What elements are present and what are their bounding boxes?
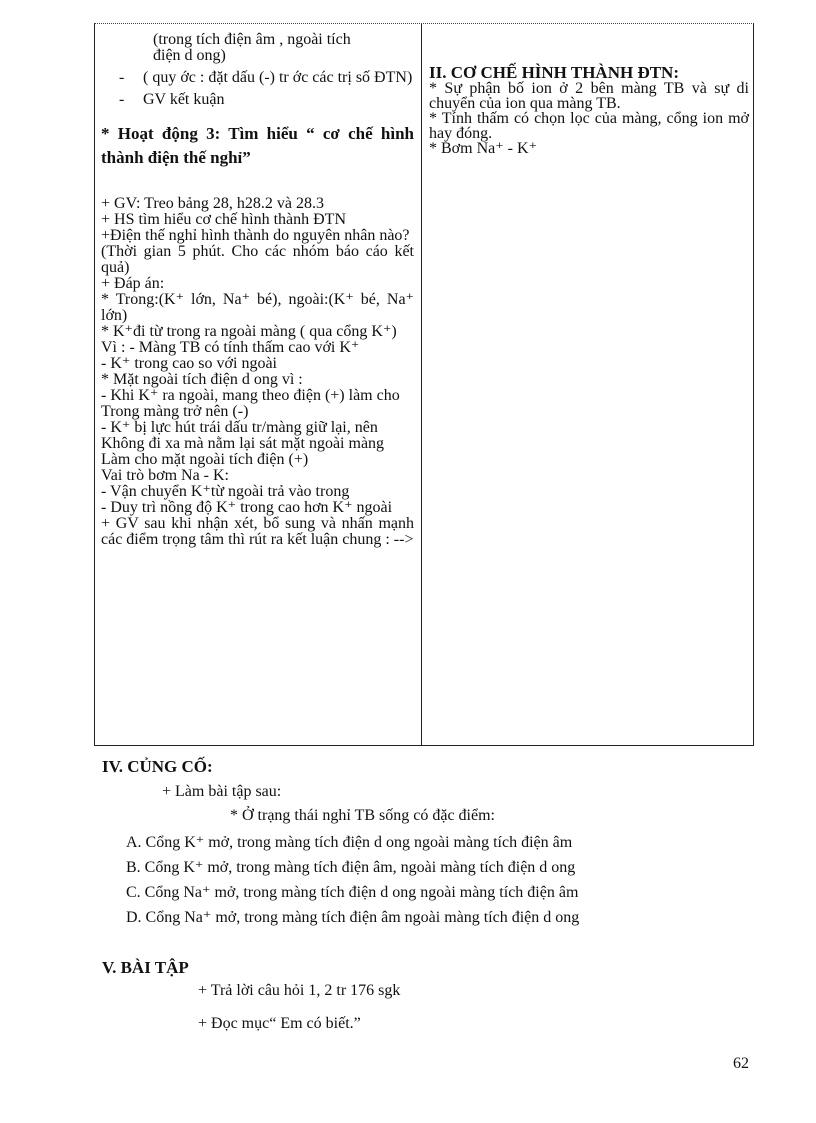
option-d: D. Cổng Na⁺ mở, trong màng tích điện âm ngoài màng tích điện d ong bbox=[126, 909, 580, 926]
body-line: * K⁺đi từ trong ra ngoài màng ( qua cổng K⁺) bbox=[101, 323, 397, 340]
activity-column bbox=[101, 32, 414, 548]
body-line: (Thời gian 5 phút. Cho các nhóm báo cáo kết quả) bbox=[101, 243, 414, 276]
dash-item: - ( quy ớc : đặt dấu (-) tr ớc các trị số ĐTN) bbox=[119, 69, 413, 86]
body-line: - K⁺ bị lực hút trái dấu tr/màng giữ lại, nên bbox=[101, 419, 378, 436]
section-v-heading: V. BÀI TẬP bbox=[102, 958, 189, 977]
section-heading: II. CƠ CHẾ HÌNH THÀNH ĐTN: bbox=[429, 63, 679, 82]
exercise-line: + Trả lời câu hỏi 1, 2 tr 176 sgk bbox=[198, 982, 401, 999]
body-line: +Điện thế nghỉ hình thành do nguyên nhân nào? bbox=[101, 227, 410, 244]
body-line: * Mặt ngoài tích điện d ong vì : bbox=[101, 371, 303, 388]
body-line: Trong màng trở nên (-) bbox=[101, 403, 249, 420]
content-column bbox=[429, 65, 749, 156]
intro-line: điện d ong) bbox=[153, 47, 226, 64]
task-line: + Làm bài tập sau: bbox=[162, 783, 282, 800]
content-item: * Bơm Na⁺ - K⁺ bbox=[429, 140, 538, 157]
lesson-table bbox=[94, 23, 754, 746]
activity-body bbox=[101, 196, 414, 548]
body-line: Không đi xa mà nằm lại sát mặt ngoài màng bbox=[101, 435, 385, 452]
body-line: + Đáp án: bbox=[101, 275, 165, 292]
content-item: * Sự phận bố ion ở 2 bên màng TB và sự di chuyển của ion qua màng TB. bbox=[429, 80, 749, 112]
column-divider bbox=[421, 24, 422, 745]
activity-heading: * Hoạt động 3: Tìm hiểu “ cơ chế hình thành điện thế nghỉ” bbox=[101, 124, 414, 167]
body-line: Vai trò bơm Na - K: bbox=[101, 467, 229, 484]
body-line: + HS tìm hiểu cơ chế hình thành ĐTN bbox=[101, 211, 346, 228]
question-line: * Ở trạng thái nghỉ TB sống có đặc điểm: bbox=[230, 807, 495, 824]
body-line: - Khi K⁺ ra ngoài, mang theo điện (+) làm cho bbox=[101, 387, 400, 404]
option-b: B. Cổng K⁺ mở, trong màng tích điện âm, ngoài màng tích điện d ong bbox=[126, 859, 576, 876]
body-line: * Trong:(K⁺ lớn, Na⁺ bé), ngoài:(K⁺ bé, Na⁺ lớn) bbox=[101, 291, 414, 324]
content-item: * Tính thấm có chọn lọc của màng, cổng ion mở hay đóng. bbox=[429, 110, 749, 142]
body-line: - Vận chuyển K⁺từ ngoài trả vào trong bbox=[101, 483, 350, 500]
page-number: 62 bbox=[733, 1055, 749, 1072]
dash-item: - GV kết kuận bbox=[119, 91, 225, 108]
body-line: - Duy trì nồng độ K⁺ trong cao hơn K⁺ ngoài bbox=[101, 499, 393, 516]
intro-line: (trong tích điện âm , ngoài tích bbox=[153, 31, 351, 48]
body-line: Vì : - Màng TB có tính thấm cao với K⁺ bbox=[101, 339, 360, 356]
option-c: C. Cổng Na⁺ mở, trong màng tích điện d ong ngoài màng tích điện âm bbox=[126, 884, 579, 901]
option-a: A. Cổng K⁺ mở, trong màng tích điện d ong ngoài màng tích điện âm bbox=[126, 834, 573, 851]
exercise-line: + Đọc mục“ Em có biết.” bbox=[198, 1015, 361, 1032]
body-line: + GV: Treo bảng 28, h28.2 và 28.3 bbox=[101, 195, 324, 212]
body-line: Làm cho mặt ngoài tích điện (+) bbox=[101, 451, 309, 468]
section-iv-heading: IV. CỦNG CỐ: bbox=[102, 757, 213, 776]
body-line: + GV sau khi nhận xét, bổ sung và nhấn mạnh các điểm trọng tâm thì rút ra kết luận chung : --> bbox=[101, 515, 414, 548]
body-line: - K⁺ trong cao so với ngoài bbox=[101, 355, 277, 372]
